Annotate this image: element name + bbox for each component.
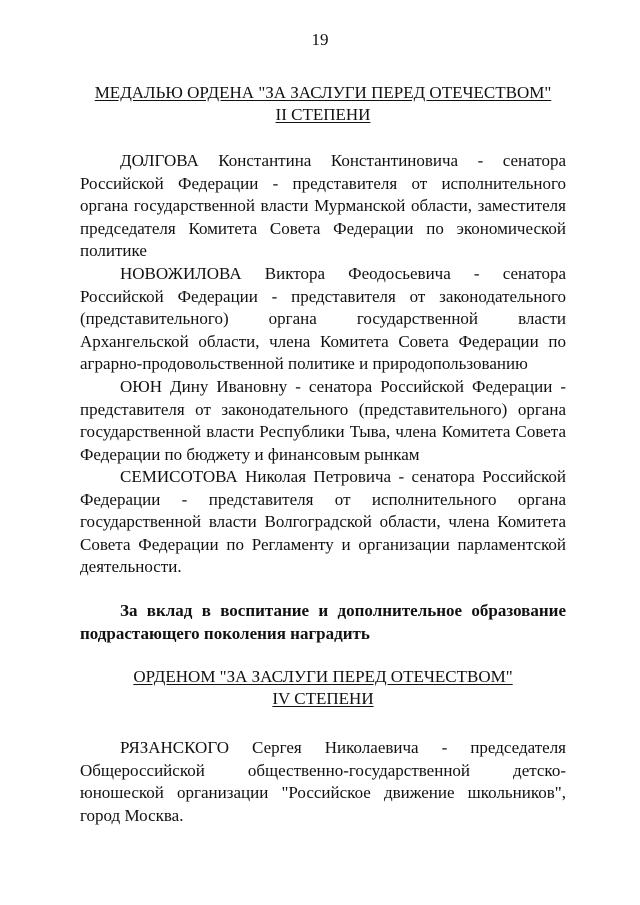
awardee-paragraph: НОВОЖИЛОВА Виктора Феодосьевича - сенатора Российской Федерации - представителя от законодательного (представительного) органа государственной власти Архангельской области, члена Комитета Совета Федерации по аграрно-продовольственной политике и природопользованию	[80, 264, 566, 374]
awardee-paragraph: СЕМИСОТОВА Николая Петровича - сенатора Российской Федерации - представителя от исполнительного органа государственной власти Волгоградской области, члена Комитета Совета Федерации по Регламенту и организации парламентской деятельности.	[80, 467, 566, 577]
page-number: 19	[311, 30, 329, 49]
section-heading-order	[80, 666, 566, 710]
awardee-paragraph: РЯЗАНСКОГО Сергея Николаевича - председателя Общероссийской общественно-государственной детско-юношеской организации "Российское движение школьников", город Москва.	[80, 738, 566, 825]
award-intro-paragraph: За вклад в воспитание и дополнительное образование подрастающего поколения наградить	[80, 601, 566, 643]
section-heading-medal	[80, 82, 566, 126]
section-heading-line-2: II СТЕПЕНИ	[275, 105, 371, 124]
awardee-paragraph: ОЮН Дину Ивановну - сенатора Российской Федерации - представителя от законодательного (представительного) органа государственной власти Республики Тыва, члена Комитета Совета Федерации по бюджету и финансовым рынкам	[80, 377, 566, 464]
section-heading-line-1: ОРДЕНОМ "ЗА ЗАСЛУГИ ПЕРЕД ОТЕЧЕСТВОМ"	[133, 667, 513, 686]
section-heading-line-2: IV СТЕПЕНИ	[272, 689, 374, 708]
section-heading-line-1: МЕДАЛЬЮ ОРДЕНА "ЗА ЗАСЛУГИ ПЕРЕД ОТЕЧЕСТВОМ"	[94, 83, 552, 102]
awardee-paragraph: ДОЛГОВА Константина Константиновича - сенатора Российской Федерации - представителя от исполнительного органа государственной власти Мурманской области, заместителя председателя Комитета Совета Федерации по экономической политике	[80, 151, 566, 261]
